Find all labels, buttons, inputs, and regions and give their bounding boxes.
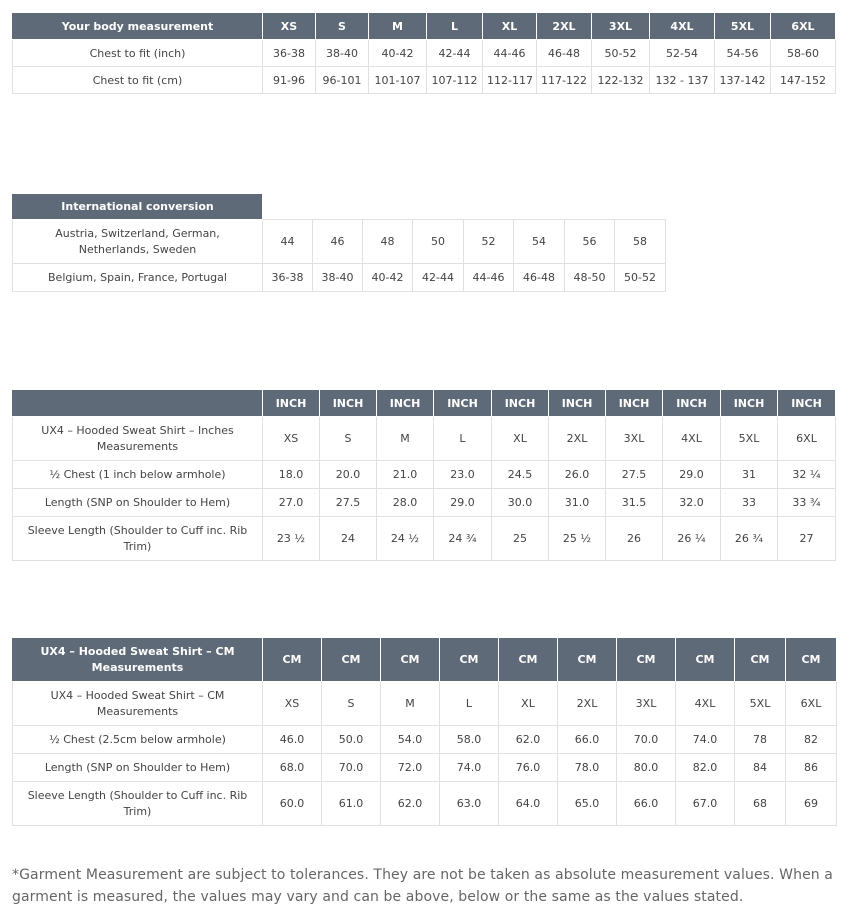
- table-cell: 46-48: [514, 264, 565, 292]
- cm-table-header-row: [13, 638, 837, 682]
- row-label: Chest to fit (inch): [13, 40, 263, 67]
- inch-measurements-table: [12, 389, 836, 561]
- row-label: Austria, Switzerland, German, Netherlands, Sweden: [13, 220, 263, 264]
- table-cell: 66.0: [617, 782, 676, 826]
- cm-table-header-cell: CM: [322, 638, 381, 682]
- table-cell: 117-122: [537, 67, 592, 94]
- table-cell: 32.0: [663, 489, 721, 517]
- table-cell: 23.0: [434, 461, 492, 489]
- inch-table-header-cell: INCH: [606, 390, 663, 417]
- cm-table-header-cell: CM: [440, 638, 499, 682]
- table-cell: 80.0: [617, 754, 676, 782]
- table-cell: 27.0: [263, 489, 320, 517]
- body-table-header-cell: M: [369, 13, 427, 40]
- inch-table-header-cell: INCH: [492, 390, 549, 417]
- table-cell: 38-40: [316, 40, 369, 67]
- table-cell: 25: [492, 517, 549, 561]
- table-row: [13, 726, 837, 754]
- table-cell: M: [381, 682, 440, 726]
- table-row: [13, 264, 666, 292]
- table-cell: 31.5: [606, 489, 663, 517]
- cm-table-header-cell: CM: [381, 638, 440, 682]
- table-cell: 6XL: [778, 417, 836, 461]
- table-cell: 78.0: [558, 754, 617, 782]
- table-cell: 33 ¾: [778, 489, 836, 517]
- table-cell: 63.0: [440, 782, 499, 826]
- table-row: [13, 220, 666, 264]
- table-cell: 26 ¾: [721, 517, 778, 561]
- table-cell: 66.0: [558, 726, 617, 754]
- table-cell: 82: [786, 726, 837, 754]
- table-cell: 26: [606, 517, 663, 561]
- table-cell: 58-60: [771, 40, 836, 67]
- cm-table-header-cell: CM: [786, 638, 837, 682]
- row-label: Length (SNP on Shoulder to Hem): [13, 489, 263, 517]
- body-table-header-cell: L: [427, 13, 483, 40]
- table-cell: 72.0: [381, 754, 440, 782]
- table-cell: 50.0: [322, 726, 381, 754]
- table-cell: 62.0: [381, 782, 440, 826]
- table-cell: S: [320, 417, 377, 461]
- table-cell: 18.0: [263, 461, 320, 489]
- table-cell: M: [377, 417, 434, 461]
- cm-table-header-cell: CM: [499, 638, 558, 682]
- inch-table-header-cell: [13, 390, 263, 417]
- table-cell: 44-46: [483, 40, 537, 67]
- table-cell: 147-152: [771, 67, 836, 94]
- inch-table-header-cell: INCH: [320, 390, 377, 417]
- row-label: Sleeve Length (Shoulder to Cuff inc. Rib Trim): [13, 782, 263, 826]
- cm-table-header-cell: CM: [735, 638, 786, 682]
- body-table-header-cell: 6XL: [771, 13, 836, 40]
- table-cell: 5XL: [721, 417, 778, 461]
- table-cell: 54.0: [381, 726, 440, 754]
- table-cell: 20.0: [320, 461, 377, 489]
- table-cell: 112-117: [483, 67, 537, 94]
- table-row: [13, 682, 837, 726]
- table-cell: 29.0: [663, 461, 721, 489]
- table-cell: 25 ½: [549, 517, 606, 561]
- inch-table-header-cell: INCH: [721, 390, 778, 417]
- table-cell: 21.0: [377, 461, 434, 489]
- table-cell: 52-54: [650, 40, 715, 67]
- inch-table-header-cell: INCH: [663, 390, 721, 417]
- international-conversion-table: [12, 193, 666, 292]
- table-cell: 24 ½: [377, 517, 434, 561]
- table-cell: 5XL: [735, 682, 786, 726]
- table-cell: 50-52: [592, 40, 650, 67]
- body-table-header-cell: 3XL: [592, 13, 650, 40]
- table-cell: 36-38: [263, 264, 313, 292]
- table-cell: 46-48: [537, 40, 592, 67]
- row-label: Chest to fit (cm): [13, 67, 263, 94]
- row-label: Sleeve Length (Shoulder to Cuff inc. Rib Trim): [13, 517, 263, 561]
- table-cell: 74.0: [440, 754, 499, 782]
- body-table-header-cell: 2XL: [537, 13, 592, 40]
- row-label: Length (SNP on Shoulder to Hem): [13, 754, 263, 782]
- table-cell: 84: [735, 754, 786, 782]
- table-cell: 60.0: [263, 782, 322, 826]
- table-cell: 70.0: [617, 726, 676, 754]
- table-cell: 27: [778, 517, 836, 561]
- table-cell: 4XL: [676, 682, 735, 726]
- row-label: ½ Chest (1 inch below armhole): [13, 461, 263, 489]
- row-label: ½ Chest (2.5cm below armhole): [13, 726, 263, 754]
- cm-measurements-table: [12, 637, 837, 826]
- table-cell: 29.0: [434, 489, 492, 517]
- table-cell: 68: [735, 782, 786, 826]
- table-cell: XL: [499, 682, 558, 726]
- table-cell: 46: [313, 220, 363, 264]
- table-cell: 70.0: [322, 754, 381, 782]
- table-cell: L: [434, 417, 492, 461]
- conversion-table-header: International conversion: [13, 194, 263, 220]
- table-cell: 67.0: [676, 782, 735, 826]
- cm-table-header-cell: CM: [676, 638, 735, 682]
- table-cell: 24.5: [492, 461, 549, 489]
- table-cell: 132 - 137: [650, 67, 715, 94]
- table-cell: 46.0: [263, 726, 322, 754]
- table-cell: 48-50: [565, 264, 615, 292]
- table-cell: 40-42: [369, 40, 427, 67]
- table-cell: 26.0: [549, 461, 606, 489]
- body-table-header-cell: XS: [263, 13, 316, 40]
- table-cell: 2XL: [549, 417, 606, 461]
- table-cell: 2XL: [558, 682, 617, 726]
- row-label: UX4 – Hooded Sweat Shirt – Inches Measurements: [13, 417, 263, 461]
- table-row: [13, 489, 836, 517]
- cm-table-header-cell: UX4 – Hooded Sweat Shirt – CM Measurements: [13, 638, 263, 682]
- table-cell: 56: [565, 220, 615, 264]
- body-table-header-cell: XL: [483, 13, 537, 40]
- table-cell: 24: [320, 517, 377, 561]
- table-row: [13, 754, 837, 782]
- body-table-header-cell: 4XL: [650, 13, 715, 40]
- inch-table-header-cell: INCH: [263, 390, 320, 417]
- row-label: Belgium, Spain, France, Portugal: [13, 264, 263, 292]
- cm-table-header-cell: CM: [263, 638, 322, 682]
- table-cell: 78: [735, 726, 786, 754]
- conversion-table-header-row: [13, 194, 666, 220]
- table-cell: 32 ¼: [778, 461, 836, 489]
- body-table-header-cell: 5XL: [715, 13, 771, 40]
- table-cell: 40-42: [363, 264, 413, 292]
- row-label: UX4 – Hooded Sweat Shirt – CM Measurements: [13, 682, 263, 726]
- table-cell: XL: [492, 417, 549, 461]
- table-cell: 137-142: [715, 67, 771, 94]
- table-cell: 58.0: [440, 726, 499, 754]
- header-spacer: [263, 194, 666, 220]
- table-cell: XS: [263, 417, 320, 461]
- table-cell: 27.5: [320, 489, 377, 517]
- table-cell: 54-56: [715, 40, 771, 67]
- inch-table-header-cell: INCH: [377, 390, 434, 417]
- table-row: [13, 461, 836, 489]
- cm-table-header-cell: CM: [558, 638, 617, 682]
- table-cell: 33: [721, 489, 778, 517]
- table-cell: 91-96: [263, 67, 316, 94]
- table-cell: 52: [464, 220, 514, 264]
- table-row: [13, 417, 836, 461]
- table-cell: 50: [413, 220, 464, 264]
- table-cell: L: [440, 682, 499, 726]
- table-cell: 96-101: [316, 67, 369, 94]
- table-cell: 24 ¾: [434, 517, 492, 561]
- cm-table-header-cell: CM: [617, 638, 676, 682]
- table-cell: 36-38: [263, 40, 316, 67]
- body-table-header-cell: Your body measurement: [13, 13, 263, 40]
- table-cell: 4XL: [663, 417, 721, 461]
- body-measurement-table: [12, 12, 836, 94]
- table-cell: 28.0: [377, 489, 434, 517]
- body-table-header-cell: S: [316, 13, 369, 40]
- table-row: [13, 40, 836, 67]
- table-cell: 50-52: [615, 264, 666, 292]
- table-cell: 3XL: [617, 682, 676, 726]
- table-cell: 82.0: [676, 754, 735, 782]
- table-cell: 54: [514, 220, 565, 264]
- table-cell: 31.0: [549, 489, 606, 517]
- inch-table-header-cell: INCH: [434, 390, 492, 417]
- table-row: [13, 517, 836, 561]
- table-cell: 23 ½: [263, 517, 320, 561]
- table-cell: 86: [786, 754, 837, 782]
- table-cell: 68.0: [263, 754, 322, 782]
- table-cell: 3XL: [606, 417, 663, 461]
- body-table-header-row: [13, 13, 836, 40]
- inch-table-header-row: [13, 390, 836, 417]
- table-cell: 62.0: [499, 726, 558, 754]
- table-cell: 74.0: [676, 726, 735, 754]
- table-cell: 58: [615, 220, 666, 264]
- table-cell: 42-44: [427, 40, 483, 67]
- table-cell: 42-44: [413, 264, 464, 292]
- table-cell: 6XL: [786, 682, 837, 726]
- table-cell: 26 ¼: [663, 517, 721, 561]
- table-cell: 61.0: [322, 782, 381, 826]
- inch-table-header-cell: INCH: [549, 390, 606, 417]
- table-cell: 107-112: [427, 67, 483, 94]
- table-cell: 76.0: [499, 754, 558, 782]
- table-cell: 122-132: [592, 67, 650, 94]
- table-row: [13, 782, 837, 826]
- table-cell: 38-40: [313, 264, 363, 292]
- table-cell: XS: [263, 682, 322, 726]
- table-cell: S: [322, 682, 381, 726]
- table-cell: 65.0: [558, 782, 617, 826]
- table-cell: 44-46: [464, 264, 514, 292]
- table-cell: 64.0: [499, 782, 558, 826]
- table-row: [13, 67, 836, 94]
- table-cell: 27.5: [606, 461, 663, 489]
- table-cell: 48: [363, 220, 413, 264]
- inch-table-header-cell: INCH: [778, 390, 836, 417]
- table-cell: 69: [786, 782, 837, 826]
- table-cell: 101-107: [369, 67, 427, 94]
- table-cell: 44: [263, 220, 313, 264]
- tolerance-footnote: *Garment Measurement are subject to tolerances. They are not be taken as absolute measurement values. When a garment is measured, the values may vary and can be above, below or the same as the values stated.: [12, 867, 833, 905]
- table-cell: 31: [721, 461, 778, 489]
- table-cell: 30.0: [492, 489, 549, 517]
